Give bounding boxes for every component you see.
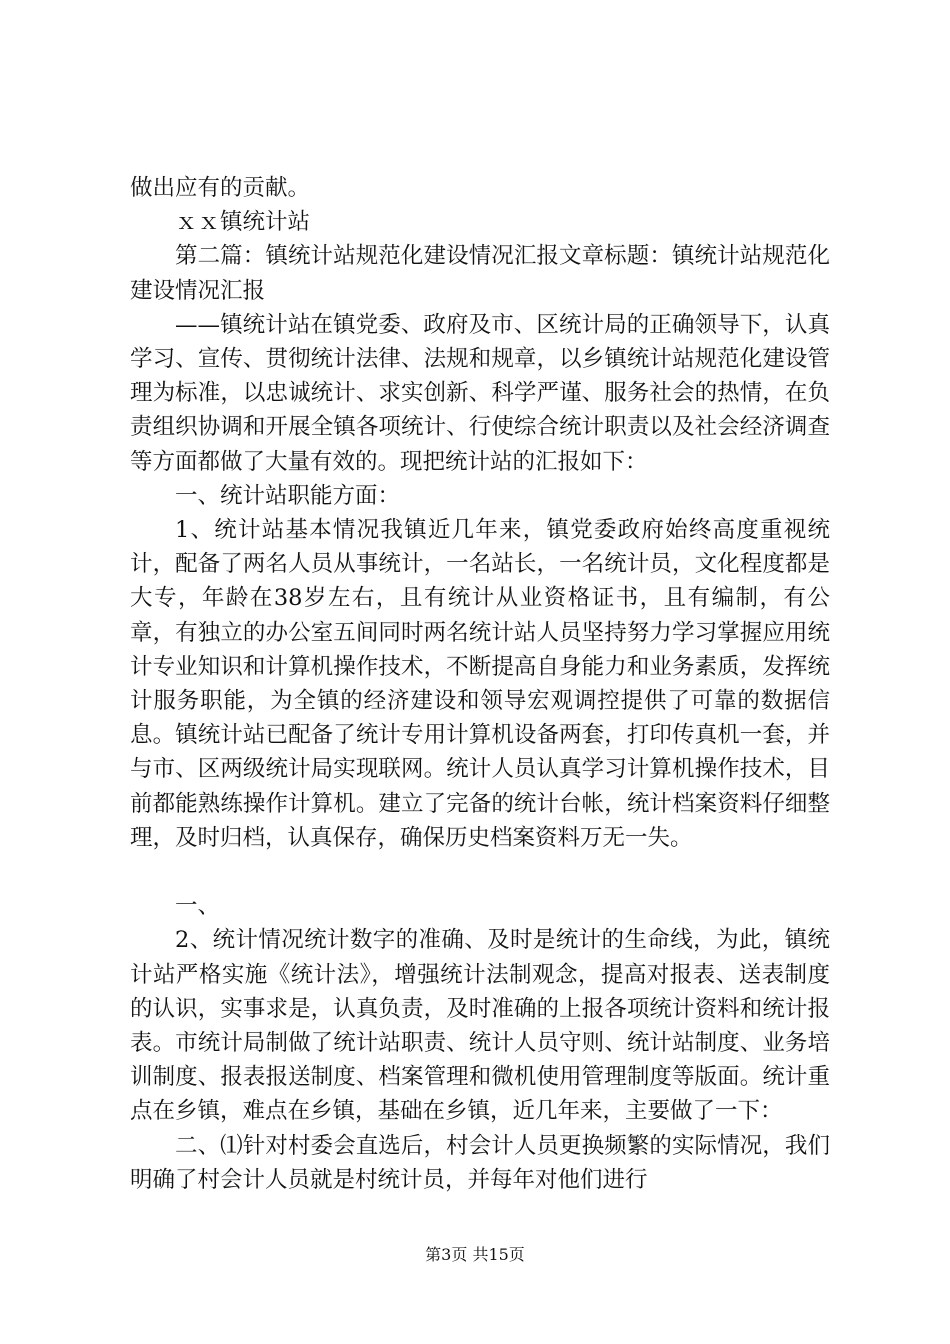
paragraph-introduction: ——镇统计站在镇党委、政府及市、区统计局的正确领导下，认真学习、宣传、贯彻统计法律、法规和规章，以乡镇统计站规范化建设管理为标准，以忠诚统计、求实创新、科学严谨、服务社会的热情，在负责组织协调和开展全镇各项统计、行使综合统计职责以及社会经济调查等方面都做了大量有效的。现把统计站的汇报如下： xyxy=(130,311,830,475)
paragraph-closing-line: 做出应有的贡献。 xyxy=(130,175,311,201)
paragraph-gap xyxy=(130,855,830,889)
section-heading-functions: 一、统计站职能方面： xyxy=(175,482,401,509)
section-marker: 一、 xyxy=(175,893,221,920)
paragraph-article-title: 第二篇：镇统计站规范化建设情况汇报文章标题：镇统计站规范化建设情况汇报 xyxy=(130,243,830,304)
paragraph-signature: ｘｘ镇统计站 xyxy=(175,209,311,236)
paragraph-statistics-situation: 2、统计情况统计数字的准确、及时是统计的生命线，为此，镇统计站严格实施《统计法》，增强统计法制观念，提高对报表、送表制度的认识，实事求是，认真负责，及时准确的上报各项统计资料和统计报表。市统计局制做了统计站职责、统计人员守则、统计站制度、业务培训制度、报表报送制度、档案管理和微机使用管理制度等版面。统计重点在乡镇，难点在乡镇，基础在乡镇，近几年来，主要做了一下： xyxy=(130,927,830,1125)
document-body xyxy=(130,171,830,1197)
page-footer: 第3页 共15页 xyxy=(425,1245,525,1264)
paragraph-village-accountants: 二、⑴针对村委会直选后，村会计人员更换频繁的实际情况，我们明确了村会计人员就是村统计员，并每年对他们进行 xyxy=(130,1132,830,1193)
paragraph-basic-situation: 1、统计站基本情况我镇近几年来，镇党委政府始终高度重视统计，配备了两名人员从事统计，一名站长，一名统计员，文化程度都是大专，年龄在38岁左右，且有统计从业资格证书，且有编制，有公章，有独立的办公室五间同时两名统计站人员坚持努力学习掌握应用统计专业知识和计算机操作技术，不断提高自身能力和业务素质，发挥统计服务职能，为全镇的经济建设和领导宏观调控提供了可靠的数据信息。镇统计站已配备了统计专用计算机设备两套，打印传真机一套，并与市、区两级统计局实现联网。统计人员认真学习计算机操作技术，目前都能熟练操作计算机。建立了完备的统计台帐，统计档案资料仔细整理，及时归档，认真保存，确保历史档案资料万无一失。 xyxy=(130,517,830,851)
